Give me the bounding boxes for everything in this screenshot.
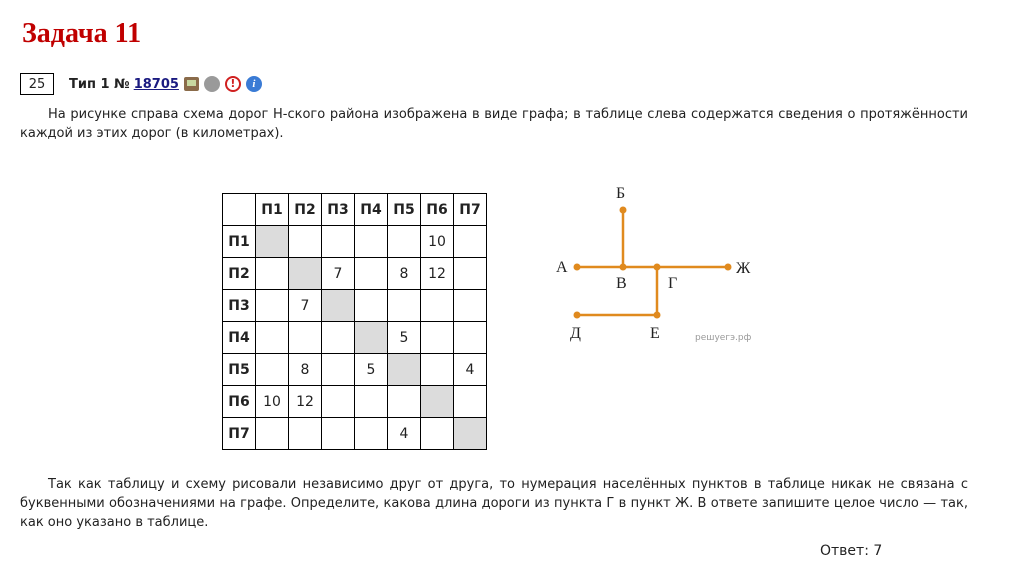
node-Zh <box>725 264 732 271</box>
row-header: П4 <box>223 322 256 354</box>
table-cell: 7 <box>289 290 322 322</box>
table-cell: 4 <box>454 354 487 386</box>
table-cell <box>421 322 454 354</box>
table-cell <box>289 258 322 290</box>
table-cell <box>256 258 289 290</box>
row-header: П7 <box>223 418 256 450</box>
table-cell <box>355 258 388 290</box>
table-cell: 4 <box>388 418 421 450</box>
table-cell: 12 <box>289 386 322 418</box>
node-E <box>654 312 661 319</box>
table-cell <box>421 354 454 386</box>
row-header: П2 <box>223 258 256 290</box>
book-icon[interactable] <box>184 77 199 91</box>
table-cell <box>454 258 487 290</box>
table-cell <box>256 418 289 450</box>
table-cell: 5 <box>388 322 421 354</box>
table-cell <box>322 322 355 354</box>
label-B: Б <box>616 185 626 202</box>
table-cell <box>454 386 487 418</box>
table-row <box>223 290 487 322</box>
table-cell <box>256 226 289 258</box>
type-label: Тип 1 № <box>69 76 130 92</box>
label-Zh: Ж <box>736 260 751 277</box>
answer-text: Ответ: 7 <box>820 543 883 559</box>
intro-text: На рисунке справа схема дорог Н-ского района изображена в виде графа; в таблице слева содержатся сведения о протяжённости каждой из этих дорог (в километрах). <box>20 107 968 141</box>
table-cell <box>388 290 421 322</box>
grey-circle-icon[interactable] <box>204 76 220 92</box>
node-D <box>574 312 581 319</box>
row-header: П1 <box>223 226 256 258</box>
table-row <box>223 258 487 290</box>
question-text: Так как таблицу и схему рисовали независимо друг от друга, то нумерация населённых пунктов в таблице никак не связана с буквенными обозначениями на графе. Определите, какова длина дороги из пункта Г в пункт Ж. В ответе запишите целое число — так, как оно указано в таблице. <box>20 477 968 530</box>
table-cell <box>454 226 487 258</box>
table-cell: 10 <box>256 386 289 418</box>
table-cell <box>355 418 388 450</box>
table-cell: 12 <box>421 258 454 290</box>
table-header-row <box>223 194 487 226</box>
table-cell <box>289 418 322 450</box>
column-header: П4 <box>355 194 388 226</box>
table-cell <box>388 354 421 386</box>
task-id-link[interactable]: 18705 <box>133 76 179 92</box>
node-B <box>620 207 627 214</box>
table-cell <box>289 226 322 258</box>
table-row <box>223 226 487 258</box>
column-header: П1 <box>256 194 289 226</box>
warning-icon[interactable]: ! <box>225 76 241 92</box>
table-cell <box>256 322 289 354</box>
table-cell: 8 <box>388 258 421 290</box>
table-cell: 8 <box>289 354 322 386</box>
page-title: Задача 11 <box>22 18 142 49</box>
table-cell: 5 <box>355 354 388 386</box>
column-header: П2 <box>289 194 322 226</box>
info-icon[interactable]: i <box>246 76 262 92</box>
table-cell <box>322 354 355 386</box>
table-cell <box>289 322 322 354</box>
table-row <box>223 322 487 354</box>
table-corner <box>223 194 256 226</box>
table-cell <box>355 226 388 258</box>
table-cell <box>322 418 355 450</box>
node-G <box>654 264 661 271</box>
column-header: П3 <box>322 194 355 226</box>
row-header: П5 <box>223 354 256 386</box>
distance-table <box>222 193 487 450</box>
label-E: Е <box>650 325 660 342</box>
table-cell <box>388 386 421 418</box>
table-cell <box>454 418 487 450</box>
table-cell <box>256 354 289 386</box>
label-V: В <box>616 275 627 292</box>
node-A <box>574 264 581 271</box>
table-row <box>223 386 487 418</box>
label-G: Г <box>668 275 678 292</box>
table-cell <box>388 226 421 258</box>
row-header: П6 <box>223 386 256 418</box>
table-cell <box>421 290 454 322</box>
table-cell <box>256 290 289 322</box>
table-cell <box>355 386 388 418</box>
table-cell <box>454 322 487 354</box>
road-graph <box>550 180 790 350</box>
table-cell <box>454 290 487 322</box>
table-cell <box>322 290 355 322</box>
label-A: А <box>556 259 568 276</box>
column-header: П7 <box>454 194 487 226</box>
table-row <box>223 354 487 386</box>
task-number-badge: 25 <box>20 73 54 95</box>
table-cell <box>421 418 454 450</box>
table-cell <box>322 226 355 258</box>
table-cell <box>322 386 355 418</box>
table-cell: 10 <box>421 226 454 258</box>
table-cell: 7 <box>322 258 355 290</box>
node-V <box>620 264 627 271</box>
label-D: Д <box>570 325 581 342</box>
column-header: П6 <box>421 194 454 226</box>
table-row <box>223 418 487 450</box>
watermark: решуегэ.рф <box>695 333 752 343</box>
column-header: П5 <box>388 194 421 226</box>
table-cell <box>355 290 388 322</box>
table-cell <box>421 386 454 418</box>
row-header: П3 <box>223 290 256 322</box>
table-cell <box>355 322 388 354</box>
task-meta <box>69 76 262 92</box>
